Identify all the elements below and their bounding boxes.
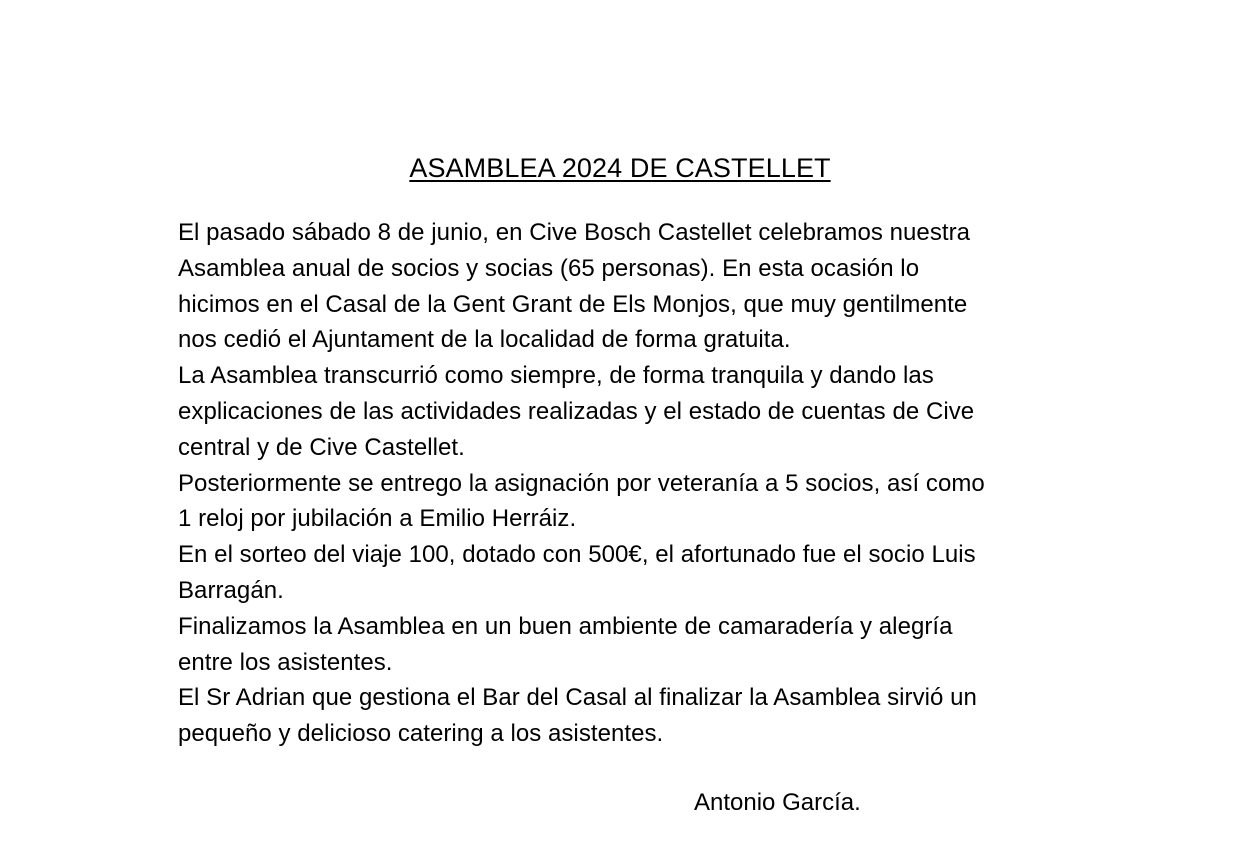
- paragraph-catering: [178, 680, 1078, 752]
- text-line: El Sr Adrian que gestiona el Bar del Casal al finalizar la Asamblea sirvió un: [178, 684, 977, 712]
- document-body: [178, 215, 1078, 752]
- text-line: pequeño y delicioso catering a los asistentes.: [178, 720, 664, 748]
- text-line: nos cedió el Ajuntament de la localidad de forma gratuita.: [178, 326, 791, 354]
- text-line: entre los asistentes.: [178, 648, 393, 676]
- text-line: Asamblea anual de socios y socias (65 personas). En esta ocasión lo: [178, 254, 920, 282]
- document-title: ASAMBLEA 2024 DE CASTELLET: [409, 153, 831, 183]
- text-line: hicimos en el Casal de la Gent Grant de Els Monjos, que muy gentilmente: [178, 290, 968, 318]
- text-line: Finalizamos la Asamblea en un buen ambiente de camaradería y alegría: [178, 612, 953, 640]
- paragraph-awards: [178, 466, 1078, 538]
- paragraph-raffle: [178, 537, 1078, 609]
- text-line: 1 reloj por jubilación a Emilio Herráiz.: [178, 505, 577, 533]
- paragraph-closing: [178, 609, 1078, 681]
- signature: Antonio García.: [694, 789, 861, 816]
- text-line: Barragán.: [178, 576, 284, 604]
- text-line: Posteriormente se entrego la asignación por veteranía a 5 socios, así como: [178, 469, 985, 497]
- text-line: En el sorteo del viaje 100, dotado con 500€, el afortunado fue el socio Luis: [178, 541, 976, 569]
- text-line: central y de Cive Castellet.: [178, 433, 465, 461]
- text-line: La Asamblea transcurrió como siempre, de forma tranquila y dando las: [178, 362, 934, 390]
- text-line: El pasado sábado 8 de junio, en Cive Bosch Castellet celebramos nuestra: [178, 219, 971, 246]
- paragraph-assembly: [178, 215, 1078, 358]
- text-line: explicaciones de las actividades realizadas y el estado de cuentas de Cive: [178, 397, 975, 425]
- paragraph-proceedings: [178, 358, 1078, 465]
